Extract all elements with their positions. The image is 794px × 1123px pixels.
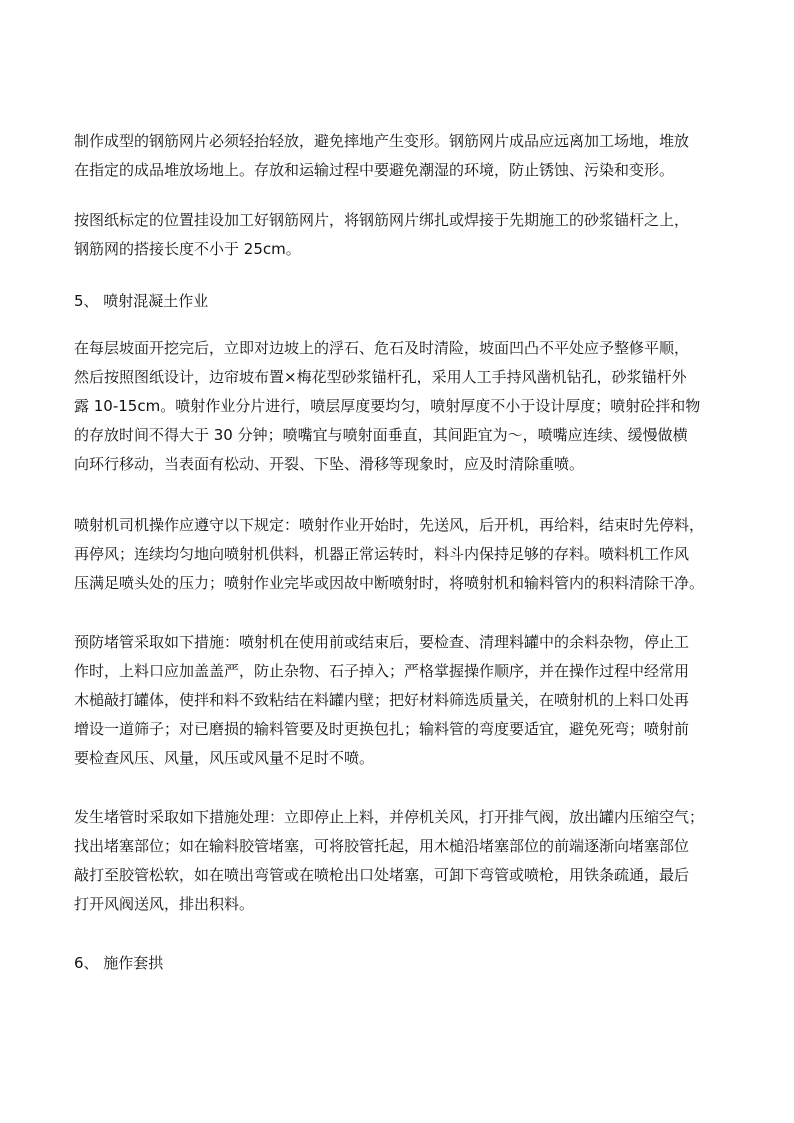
heading-text: 5、 喷射混凝土作业 [74,292,209,310]
paragraph-mesh-handling [74,127,754,185]
text-line: 制作成型的钢筋网片必须轻抬轻放，避免摔地产生变形。钢筋网片成品应远离加工场地，堆放 [74,132,690,150]
text-line: 发生堵管时采取如下措施处理：立即停止上料，并停机关风，打开排气阀，放出罐内压缩空气； [74,808,705,826]
text-line: 增设一道筛子；对已磨损的输料管要及时更换包扎；输料管的弯度要适宜，避免死弯；喷射前 [74,720,690,738]
text-line: 按图纸标定的位置挂设加工好钢筋网片，将钢筋网片绑扎或焊接于先期施工的砂浆锚杆之上， [74,211,690,229]
text-line: 压满足喷头处的压力；喷射作业完毕或因故中断喷射时，将喷射机和输料管内的积料清除干净。 [74,574,705,592]
text-line: 作时，上料口应加盖盖严，防止杂物、石子掉入；严格掌握操作顺序，并在操作过程中经常用 [74,662,690,680]
text-line: 向环行移动，当表面有松动、开裂、下坠、滑移等现象时，应及时清除重喷。 [74,455,585,473]
text-line: 敲打至胶管松软，如在喷出弯管或在喷枪出口处堵塞，可卸下弯管或喷枪，用铁条疏通，最后 [74,866,690,884]
heading-text: 6、 施作套拱 [74,954,164,972]
paragraph-blockage-prevention [74,628,754,773]
paragraph-operator-rules [74,511,754,598]
text-line: 露 10-15cm。喷射作业分片进行，喷层厚度要均匀，喷射厚度不小于设计厚度；喷射砼拌和物 [74,397,701,415]
text-line: 在指定的成品堆放场地上。存放和运输过程中要避免潮湿的环境，防止锈蚀、污染和变形。 [74,161,675,179]
text-line: 喷射机司机操作应遵守以下规定：喷射作业开始时，先送风，后开机，再给料，结束时先停料， [74,516,705,534]
text-line: 钢筋网的搭接长度不小于 25cm。 [74,240,301,258]
paragraph-shotcrete-procedure [74,334,754,479]
text-line: 然后按照图纸设计，边帘坡布置×梅花型砂浆锚杆孔，采用人工手持风凿机钻孔，砂浆锚杆外 [74,368,687,386]
section-heading-shotcrete [74,287,754,316]
paragraph-mesh-installation [74,206,754,264]
text-line: 要检查风压、风量，风压或风量不足时不喷。 [74,749,375,767]
text-line: 预防堵管采取如下措施：喷射机在使用前或结束后，要检查、清理料罐中的余料杂物，停止工 [74,633,690,651]
text-line: 找出堵塞部位；如在输料胶管堵塞，可将胶管托起，用木槌沿堵塞部位的前端逐渐向堵塞部位 [74,837,690,855]
text-line: 在每层坡面开挖完后，立即对边坡上的浮石、危石及时清险，坡面凹凸不平处应予整修平顺， [74,339,690,357]
text-line: 再停风；连续均匀地向喷射机供料，机器正常运转时，料斗内保持足够的存料。喷料机工作风 [74,545,690,563]
section-heading-arch-sleeve [74,949,754,978]
text-line: 木槌敲打罐体，使拌和料不致粘结在料罐内壁；把好材料筛选质量关，在喷射机的上料口处再 [74,691,690,709]
text-line: 的存放时间不得大于 30 分钟；喷嘴宜与喷射面垂直，其间距宜为～，喷嘴应连续、缓慢做横 [74,426,688,444]
text-line: 打开风阀送风，排出积料。 [74,895,255,913]
paragraph-blockage-handling [74,803,754,919]
